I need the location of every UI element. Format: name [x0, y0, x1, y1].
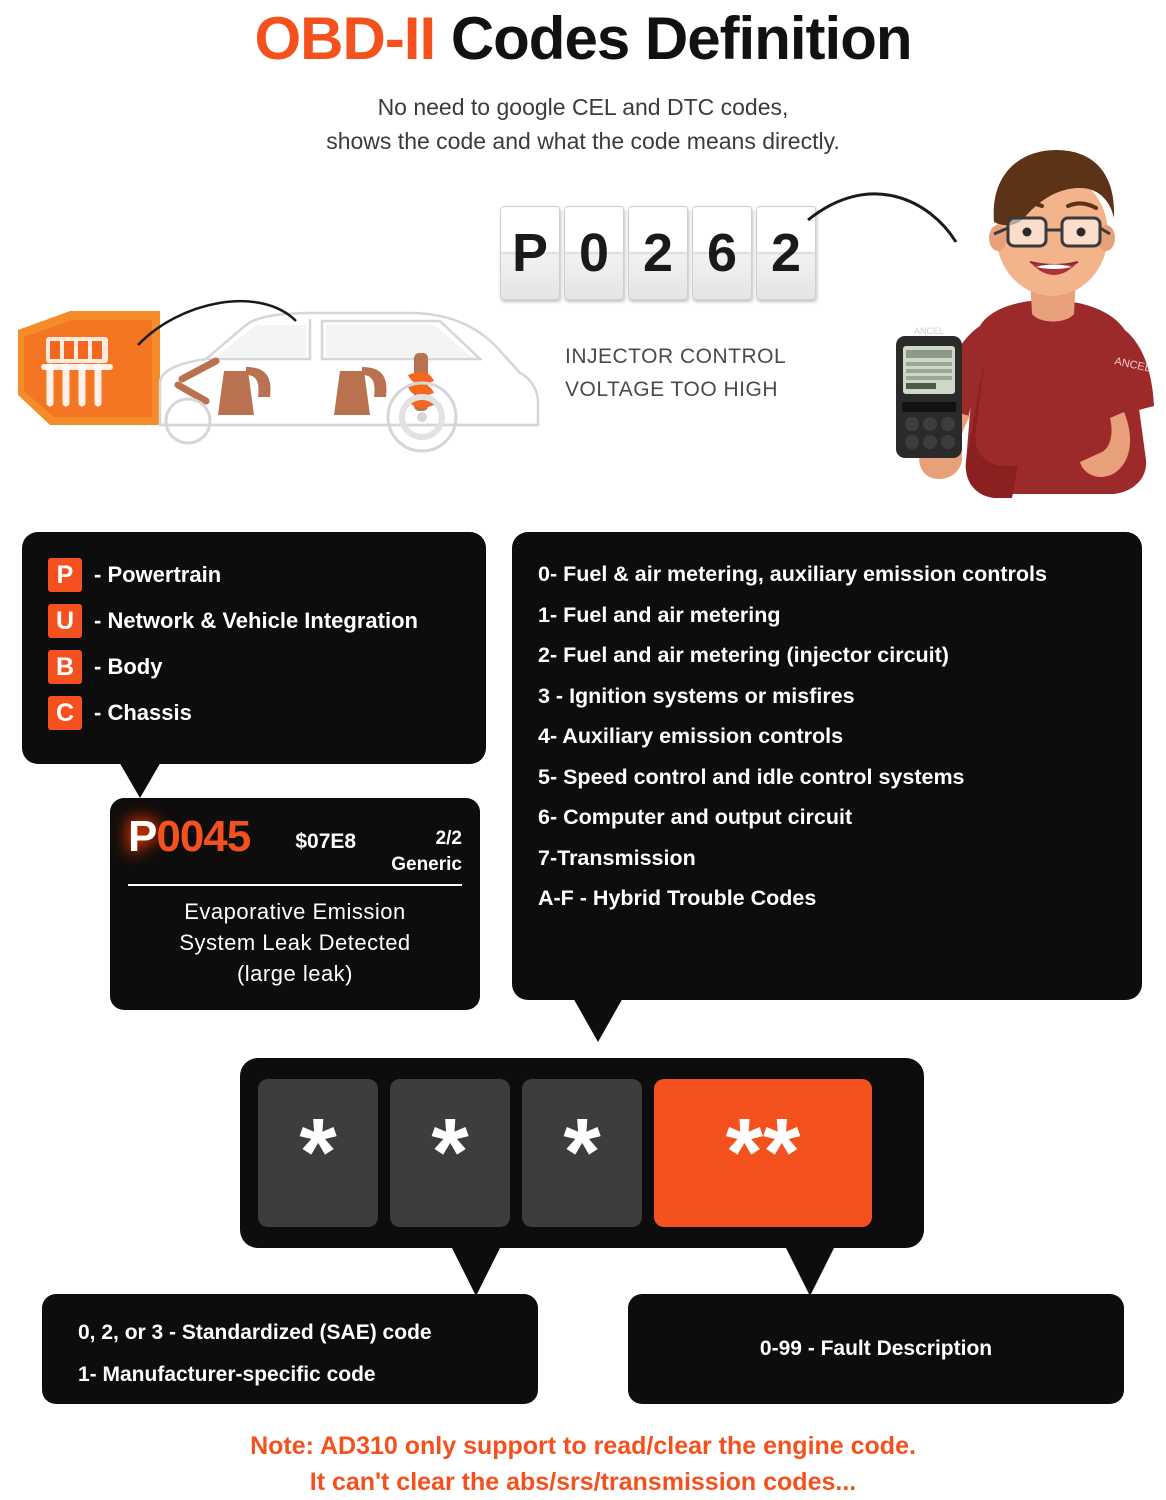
page-title-black: Codes Definition: [450, 5, 912, 72]
footer-note: [0, 1428, 1166, 1500]
scanner-code-type: Generic: [391, 854, 462, 875]
svg-text:ANCEL: ANCEL: [913, 326, 945, 336]
letter-badge: C: [48, 696, 82, 730]
code-structure-pointer-left: [452, 1248, 500, 1296]
scanner-code-prefix: P: [128, 812, 157, 861]
letter-row: [48, 598, 486, 644]
letter-row: [48, 690, 486, 736]
code-position-cell: *: [390, 1079, 510, 1227]
letter-label: - Network & Vehicle Integration: [94, 608, 418, 633]
code-meaning-line-2: VOLTAGE TOO HIGH: [565, 378, 778, 401]
digit-panel-pointer: [572, 996, 624, 1042]
letter-row: [48, 552, 486, 598]
letters-legend-panel: [22, 532, 486, 764]
footer-note-line-2: It can't clear the abs/srs/transmission codes...: [309, 1468, 857, 1496]
fault-description-card: [628, 1294, 1124, 1404]
code-position-cell-highlighted: **: [654, 1079, 872, 1227]
scanner-description-line-1: Evaporative Emission: [184, 899, 406, 924]
sae-code-line-2: 1- Manufacturer-specific code: [78, 1363, 376, 1386]
subtitle-line-1: No need to google CEL and DTC codes,: [377, 94, 789, 120]
sleeve-brand-label: ANCEL: [1113, 355, 1152, 375]
digit-legend-item: 3 - Ignition systems or misfires: [538, 683, 855, 708]
page-title: [0, 4, 1166, 73]
code-position-cell: *: [258, 1079, 378, 1227]
digit-legend-item: 5- Speed control and idle control systems: [538, 764, 965, 789]
code-meaning-text: [565, 340, 786, 406]
digit-legend-item: 4- Auxiliary emission controls: [538, 724, 844, 748]
engine-highlight: [18, 311, 160, 425]
sae-code-card: [42, 1294, 538, 1404]
steering-column: [178, 361, 216, 401]
letter-label: - Chassis: [94, 700, 192, 725]
digit-legend-panel: [512, 532, 1142, 1000]
footer-note-line-1: Note: AD310 only support to read/clear the engine code.: [250, 1432, 916, 1460]
scanner-code: [128, 812, 250, 862]
page-title-orange: OBD-II: [254, 5, 436, 72]
letter-label: - Powertrain: [94, 562, 222, 587]
car-illustration: [10, 275, 550, 475]
code-structure-pointer-right: [786, 1248, 834, 1296]
obd-scanner-device: [896, 326, 962, 458]
sae-code-line-1: 0, 2, or 3 - Standardized (SAE) code: [78, 1321, 432, 1344]
scanner-description-line-3: (large leak): [236, 961, 354, 986]
subtitle-line-2: shows the code and what the code means directly.: [326, 128, 840, 154]
car-wheels: [166, 383, 456, 451]
digit-legend-item: 0- Fuel & air metering, auxiliary emission controls: [538, 562, 1047, 586]
code-position-cell: *: [522, 1079, 642, 1227]
technician-illustration: [780, 130, 1166, 530]
flip-code-display: [500, 206, 816, 300]
scanner-code-card: [110, 798, 480, 1010]
letters-panel-pointer: [118, 760, 162, 798]
digit-legend-item: A-F - Hybrid Trouble Codes: [538, 886, 817, 910]
letter-badge: P: [48, 558, 82, 592]
code-meaning-line-1: INJECTOR CONTROL: [565, 345, 787, 368]
digit-legend-item: 1- Fuel and air metering: [538, 602, 781, 627]
flip-digit: 2: [756, 206, 816, 300]
scanner-description-line-2: System Leak Detected: [179, 930, 411, 955]
letter-badge: B: [48, 650, 82, 684]
flip-digit: 6: [692, 206, 752, 300]
fault-description-line-1: 0-99 - Fault Description: [759, 1337, 993, 1360]
scanner-module-id: $07E8: [295, 830, 357, 853]
digit-legend-item: 7-Transmission: [538, 845, 696, 870]
scanner-page-indicator: 2/2: [435, 828, 462, 849]
digit-legend-item: 2- Fuel and air metering (injector circuit): [538, 643, 949, 667]
digit-legend-item: 6- Computer and output circuit: [538, 805, 853, 829]
letter-badge: U: [48, 604, 82, 638]
car-seats: [218, 367, 386, 415]
letter-label: - Body: [94, 654, 163, 679]
code-structure-bar: [240, 1058, 924, 1248]
scanner-divider: [128, 884, 462, 886]
flip-digit: P: [500, 206, 560, 300]
scanner-code-number: 0045: [156, 812, 251, 861]
letter-row: [48, 644, 486, 690]
flip-digit: 0: [564, 206, 624, 300]
flip-digit: 2: [628, 206, 688, 300]
scanner-description: [128, 896, 462, 989]
